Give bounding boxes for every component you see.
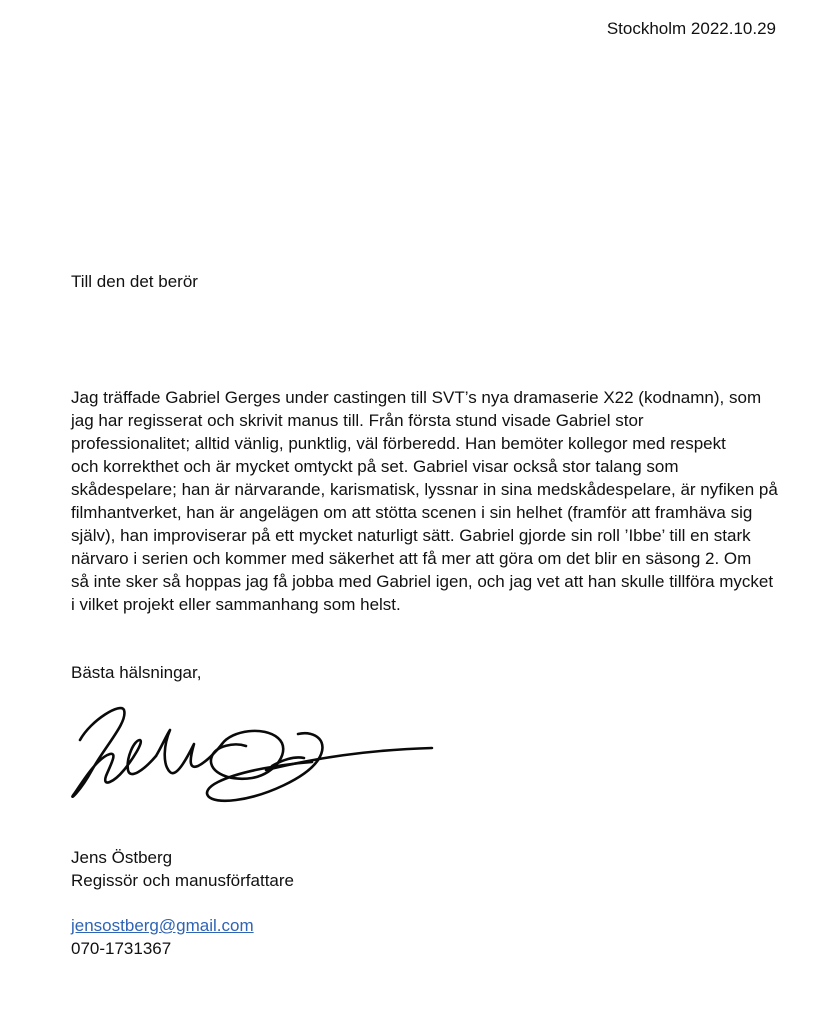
body-line: så inte sker så hoppas jag få jobba med Gabriel igen, och jag vet att han skulle tillföra mycket — [71, 572, 774, 591]
contact-block — [71, 914, 254, 960]
signer-name: Jens Östberg — [71, 848, 173, 867]
body-line: själv), han improviserar på ett mycket naturligt sätt. Gabriel gjorde sin roll ’Ibbe’ till en stark — [71, 526, 751, 545]
signer-block — [71, 846, 294, 892]
body-line: och korrekthet och är mycket omtyckt på set. Gabriel visar också stor talang som — [71, 457, 679, 476]
body-line: filmhantverket, han är angelägen om att stötta scenen i sin helhet (framför att framhäva sig — [71, 503, 753, 522]
greeting: Till den det berör — [71, 272, 198, 291]
body-line: Jag träffade Gabriel Gerges under castingen till SVT’s nya dramaserie X22 (kodnamn), som — [71, 388, 762, 407]
email-link[interactable]: jensostberg@gmail.com — [71, 916, 254, 935]
body-line: närvaro i serien och kommer med säkerhet att få mer att göra om det blir en säsong 2. Om — [71, 549, 752, 568]
closing: Bästa hälsningar, — [71, 663, 202, 682]
body-line: jag har regisserat och skrivit manus till. Från första stund visade Gabriel stor — [71, 411, 644, 430]
phone-number: 070-1731367 — [71, 939, 172, 958]
body-line: skådespelare; han är närvarande, karismatisk, lyssnar in sina medskådespelare, är nyfiken på — [71, 480, 778, 499]
body-line: i vilket projekt eller sammanhang som helst. — [71, 595, 401, 614]
signer-title: Regissör och manusförfattare — [71, 871, 294, 890]
dateline: Stockholm 2022.10.29 — [606, 19, 776, 38]
handwritten-signature — [66, 700, 436, 810]
letter-body — [71, 386, 783, 616]
body-line: professionalitet; alltid vänlig, punktlig, väl förberedd. Han bemöter kollegor med respekt — [71, 434, 726, 453]
